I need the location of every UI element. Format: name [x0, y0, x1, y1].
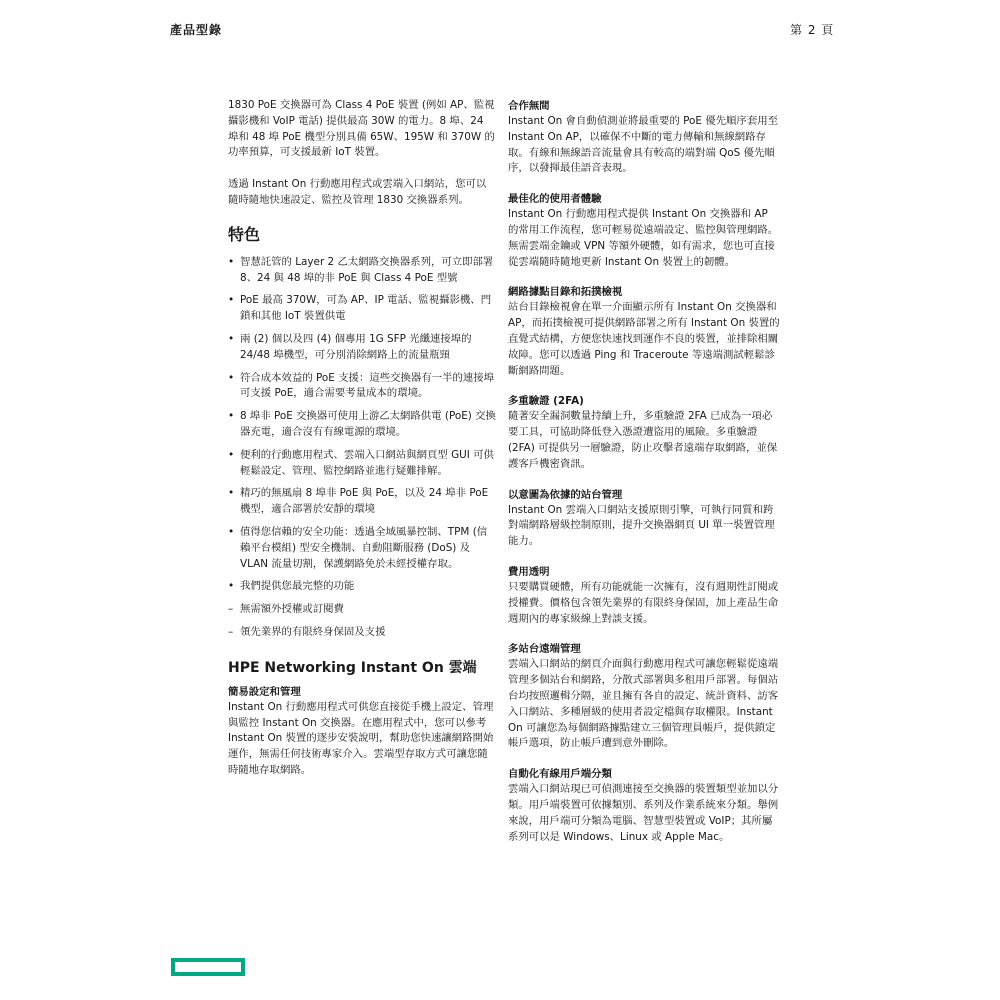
section-body: 站台目錄檢視會在單一介面顯示所有 Instant On 交換器和 AP，而拓撲檢視可提供網路部署之所有 Instant On 裝置的直覺式結構，方便您快速找到運作不良的裝置，並排除相關故障。您可以透過 Ping 和 Traceroute 等遠端測試輕鬆診斷網路問題。	[508, 301, 780, 377]
section-title: 以意圖為依據的站台管理	[508, 488, 623, 501]
feature-item: • 值得您信賴的安全功能：透過全域風暴控制、TPM (信賴平台模組) 型安全機制、自動阻斷服務 (DoS) 及 VLAN 流量切割，保護網路免於未經授權存取。	[228, 525, 496, 572]
section-transparent-pricing	[508, 564, 780, 627]
page-number: 第 2 頁	[790, 23, 835, 37]
section-body: Instant On 行動應用程式提供 Instant On 交換器和 AP 的常用工作流程，您可輕易從遠端設定、監控與管理網路。無需雲端金鑰或 VPN 等額外硬體，如有需求，您也可直接從雲端隨時隨地更新 Instant On 裝置上的韌體。	[508, 208, 779, 268]
section-title: 多重驗證 (2FA)	[508, 395, 584, 408]
feature-item: • 便利的行動應用程式、雲端入口網站與網頁型 GUI 可供輕鬆設定、管理、監控網路並進行疑難排解。	[228, 448, 496, 480]
section-title: 自動化有線用戶端分類	[508, 768, 612, 781]
features-heading: 特色	[228, 224, 261, 244]
section-body: 只要購買硬體，所有功能就能一次擁有，沒有週期性訂閱或授權費。價格包含領先業界的有限終身保固，加上產品生命週期內的專家級線上對談支援。	[508, 580, 779, 625]
right-column	[508, 98, 780, 859]
section-collaboration	[508, 98, 780, 177]
sub-feature-item: – 領先業界的有限終身保固及支援	[228, 625, 496, 641]
feature-item: • 兩 (2) 個以及四 (4) 個專用 1G SFP 光纖連接埠的 24/48 埠機型，可分別消除網路上的流量瓶頸	[228, 332, 496, 364]
brand-accent-box	[171, 958, 245, 976]
feature-item: • 8 埠非 PoE 交換器可使用上游乙太網路供電 (PoE) 交換器充電，適合沒有有線電源的環境。	[228, 409, 496, 441]
feature-item: • 精巧的無風扇 8 埠非 PoE 與 PoE，以及 24 埠非 PoE 機型，適合部署於安靜的環境	[228, 486, 496, 518]
section-topology	[508, 284, 780, 379]
section-body: 雲端入口網站現已可偵測連接至交換器的裝置類型並加以分類。用戶端裝置可依據類別、系列及作業系統來分類。舉例來說，用戶端可分類為電腦、智慧型裝置或 VoIP；其所屬系列可以是 Windows、Linux 或 Apple Mac。	[508, 783, 779, 843]
section-title: 網路據點目錄和拓撲檢視	[508, 286, 623, 299]
section-user-experience	[508, 191, 780, 270]
section-body: 雲端入口網站的網頁介面與行動應用程式可讓您輕鬆從遠端管理多個站台和網路，分散式部署與多租用戶部署。每個站台均按照邏輯分隔，並且擁有各自的設定、統計資料、訪客入口網站、多種層級的使用者設定檔與存取權限。Instant On 可讓您為每個網路據點建立三個管理員帳戶，提供鎖定帳戶選項，防止帳戶遭到意外刪除。	[508, 658, 779, 750]
section-client-classification	[508, 766, 780, 845]
feature-item: • 我們提供您最完整的功能	[228, 579, 496, 595]
features-list	[228, 255, 496, 595]
cloud-heading: HPE Networking Instant On 雲端	[228, 659, 477, 676]
feature-item: • 符合成本效益的 PoE 支援：這些交換器有一半的連接埠可支援 PoE，適合需要考量成本的環境。	[228, 371, 496, 403]
section-body: Instant On 會自動偵測並將最重要的 PoE 優先順序套用至 Instant On AP，以確保不中斷的電力傳輸和無線網路存取。有線和無線語音流量會具有較高的端對端 QoS 優先順序，以發揮最佳語音表現。	[508, 115, 778, 175]
feature-item: • 智慧託管的 Layer 2 乙太網路交換器系列，可立即部署 8、24 與 48 埠的非 PoE 與 Class 4 PoE 型號	[228, 255, 496, 287]
document-title: 產品型錄	[170, 23, 223, 37]
section-title: 合作無間	[508, 100, 550, 112]
section-body: 隨著安全漏洞數量持續上升，多重驗證 2FA 已成為一項必要工具，可協助降低登入憑證遭盜用的風險。多重驗證 (2FA) 可提供另一層驗證，防止攻擊者遠端存取網路，並保護客戶機密資訊。	[508, 410, 778, 470]
section-title: 費用透明	[508, 565, 550, 578]
intro-paragraph-1: 1830 PoE 交換器可為 Class 4 PoE 裝置 (例如 AP、監視攝影機和 VoIP 電話) 提供最高 30W 的電力。8 埠、24 埠和 48 埠 PoE 機型分別具備 65W、195W 和 370W 的功率預算，可支援最新 IoT 裝置。	[228, 99, 495, 159]
section-body: Instant On 雲端入口網站支援原則引擎，可執行同質和跨對端網路層級控制原則，提升交換器網頁 UI 單一裝置管理能力。	[508, 503, 775, 548]
easy-setup-body: Instant On 行動應用程式可供您直接從手機上設定、管理與監控 Instant On 交換器。在應用程式中，您可以參考 Instant On 裝置的逐步安裝說明，幫助您快速讓網路開始運作，無需任何技術專家介入。雲端型存取方式可讓您隨時隨地存取網路。	[228, 700, 494, 776]
section-multisite	[508, 641, 780, 752]
left-column	[228, 98, 496, 779]
section-2fa	[508, 393, 780, 472]
section-title: 多站台遠端管理	[508, 643, 581, 656]
section-title: 最佳化的使用者體驗	[508, 193, 602, 206]
sub-features-list	[228, 602, 496, 641]
section-intent-management	[508, 487, 780, 550]
easy-setup-heading: 簡易設定和管理	[228, 685, 301, 698]
feature-item: • PoE 最高 370W，可為 AP、IP 電話、監視攝影機、門鎖和其他 IoT 裝置供電	[228, 293, 496, 325]
intro-paragraph-2: 透過 Instant On 行動應用程式或雲端入口網站，您可以隨時隨地快速設定、監控及管理 1830 交換器系列。	[228, 178, 487, 206]
sub-feature-item: – 無需額外授權或訂閱費	[228, 602, 496, 618]
